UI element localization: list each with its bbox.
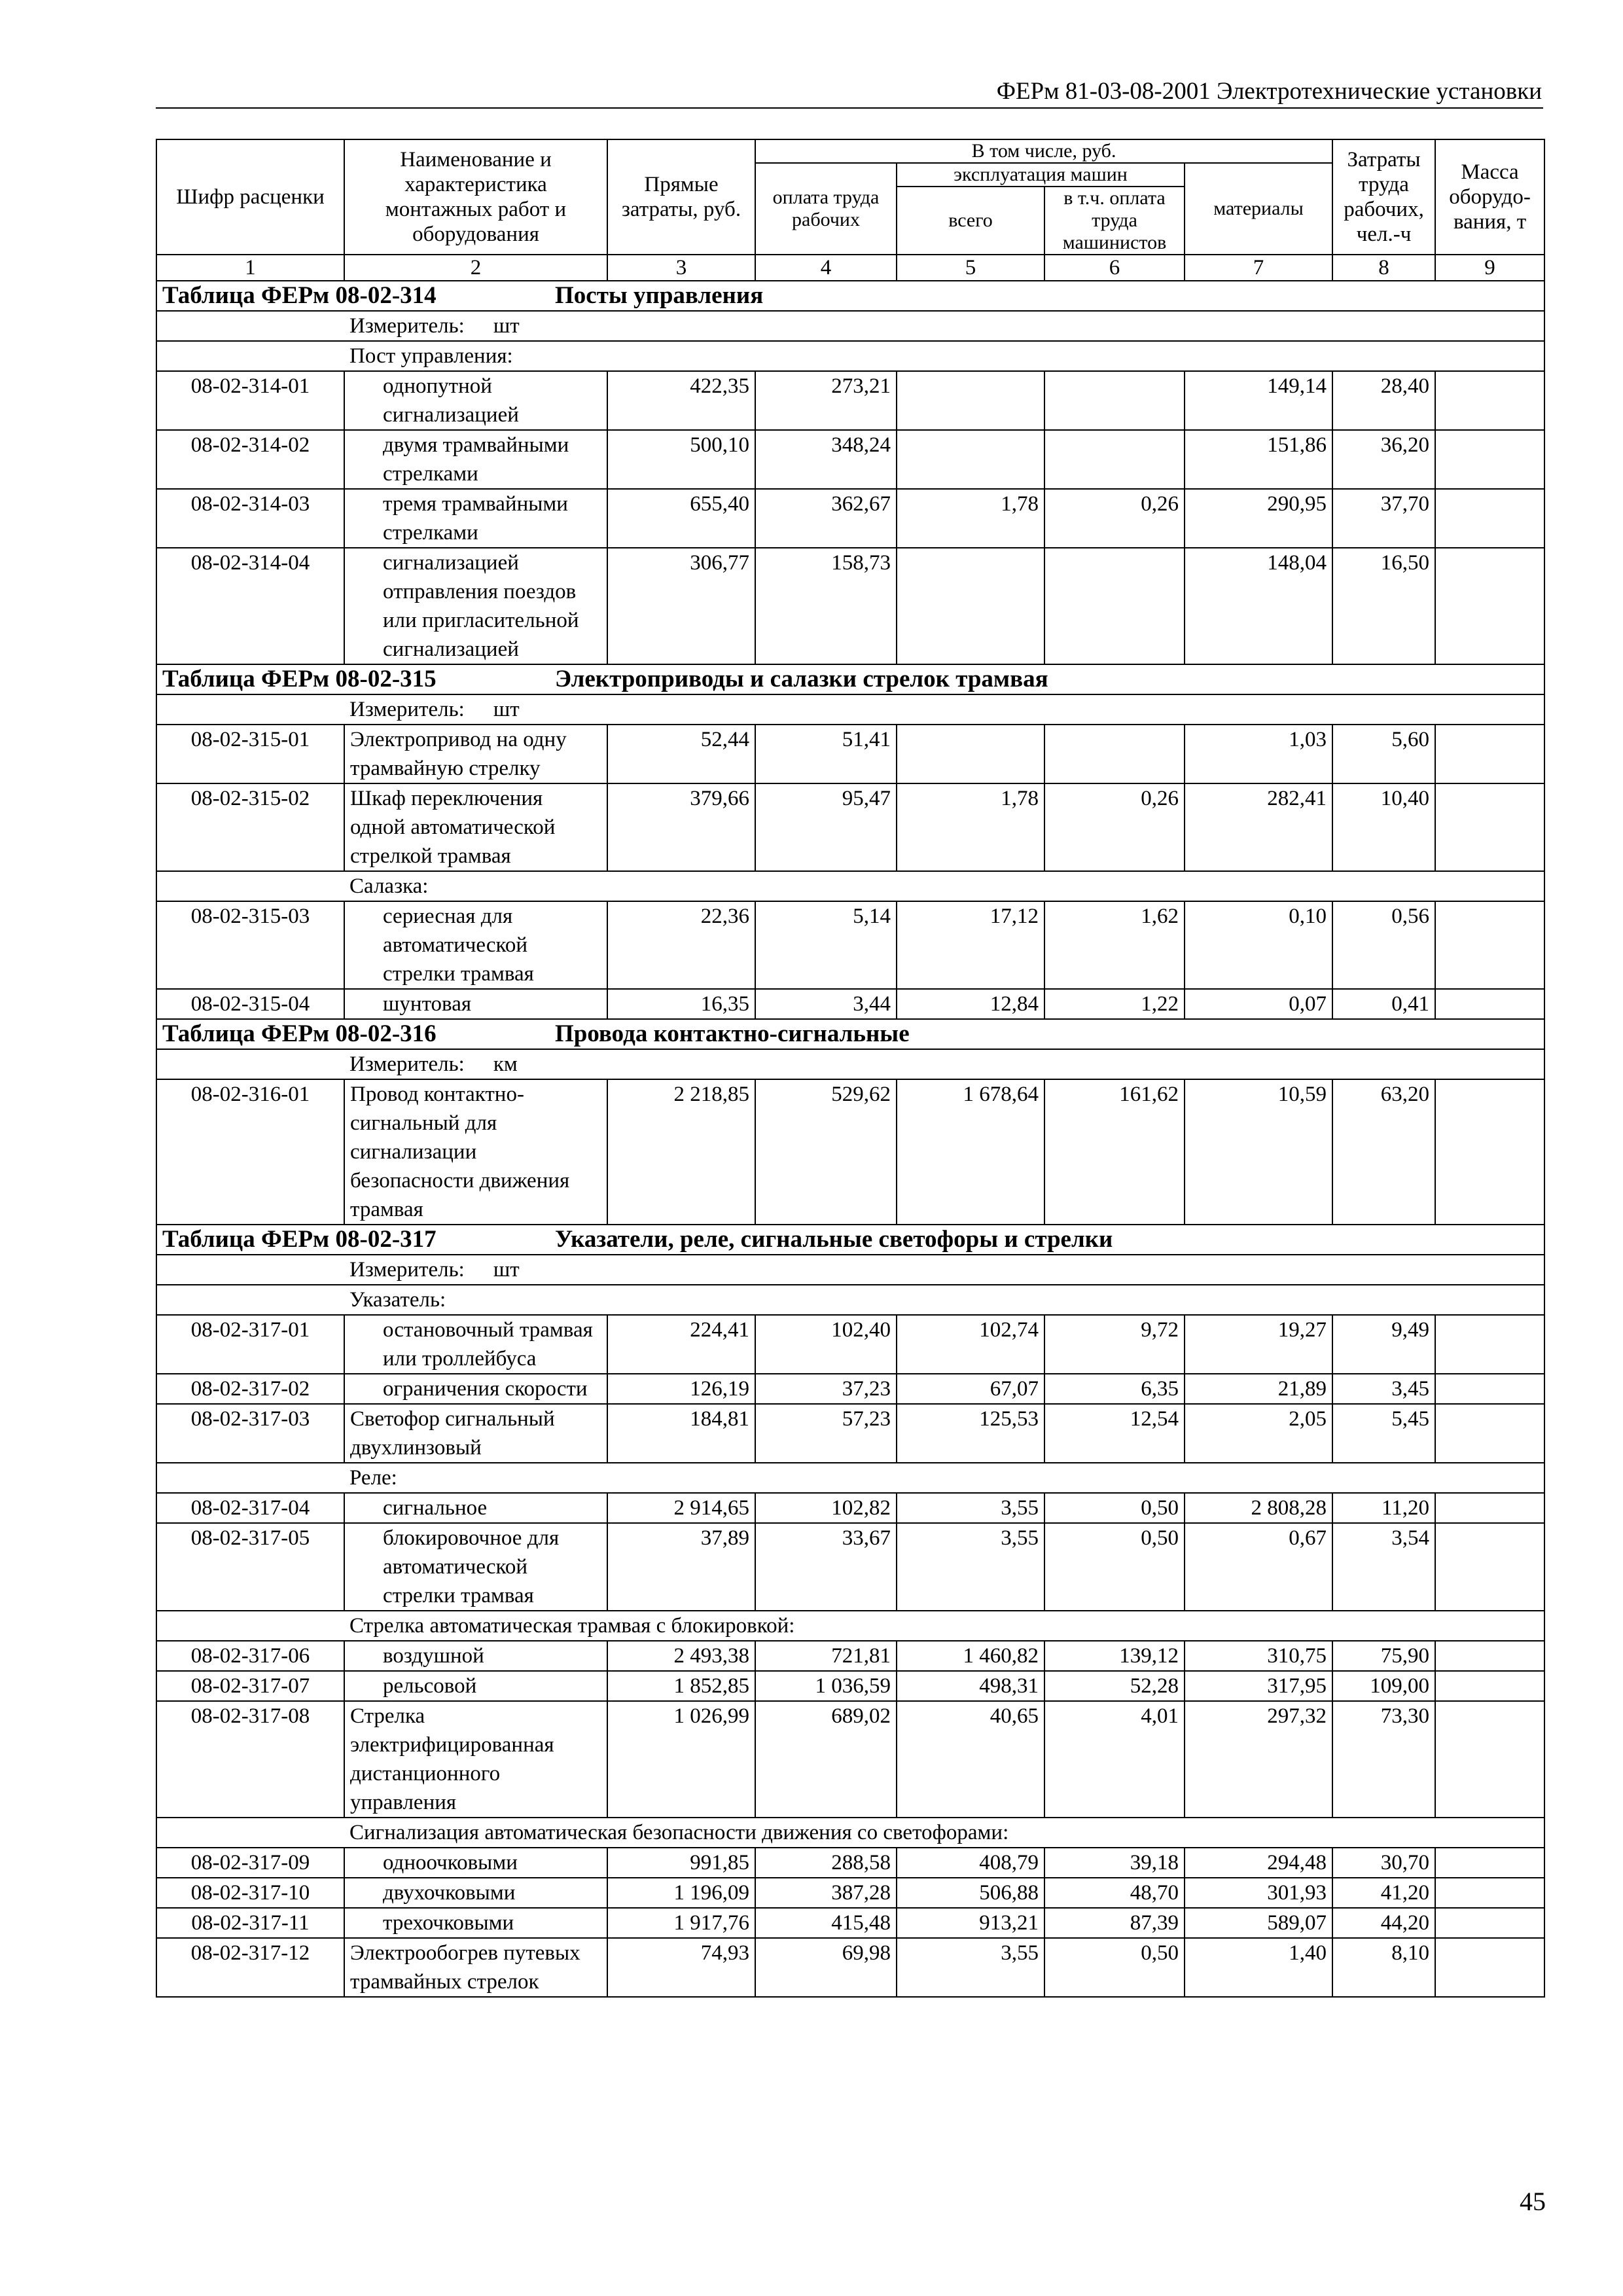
labor-pay: 721,81 <box>755 1641 897 1671</box>
labor-hours: 0,56 <box>1332 901 1435 989</box>
column-number: 2 <box>344 255 607 281</box>
materials-cost: 151,86 <box>1185 430 1332 489</box>
machines-total: 1 460,82 <box>897 1641 1044 1671</box>
direct-cost: 74,93 <box>607 1938 755 1997</box>
direct-cost: 1 196,09 <box>607 1878 755 1908</box>
machines-total: 67,07 <box>897 1374 1044 1404</box>
column-number: 5 <box>897 255 1044 281</box>
rate-row <box>156 1908 1544 1938</box>
direct-cost: 500,10 <box>607 430 755 489</box>
machine-operators-pay: 39,18 <box>1044 1848 1185 1878</box>
materials-cost: 2,05 <box>1185 1404 1332 1463</box>
direct-cost: 1 026,99 <box>607 1701 755 1818</box>
machine-operators-pay: 0,26 <box>1044 783 1185 871</box>
equipment-mass <box>1435 1701 1544 1818</box>
rate-name: сигнализацией отправления поездов или пригласительной сигнализацией <box>344 548 607 664</box>
direct-cost: 37,89 <box>607 1523 755 1611</box>
column-number: 8 <box>1332 255 1435 281</box>
labor-hours: 0,41 <box>1332 989 1435 1019</box>
labor-pay: 387,28 <box>755 1878 897 1908</box>
rate-code: 08-02-317-07 <box>156 1671 344 1701</box>
materials-cost: 19,27 <box>1185 1315 1332 1374</box>
rate-name: двумя трамвайными стрелками <box>344 430 607 489</box>
col-machines-total-header: всего <box>897 187 1044 255</box>
rate-name: Электрообогрев путевых трамвайных стрелок <box>344 1938 607 1997</box>
measure-row <box>156 1049 1544 1079</box>
rate-row <box>156 1079 1544 1225</box>
measure-label: Измеритель: <box>349 1258 465 1282</box>
labor-hours: 44,20 <box>1332 1908 1435 1938</box>
rate-name: сигнальное <box>344 1493 607 1523</box>
col-hours-header: Затраты труда рабочих, чел.-ч <box>1332 139 1435 255</box>
machines-total: 498,31 <box>897 1671 1044 1701</box>
machine-operators-pay <box>1044 548 1185 664</box>
section-name: Электроприводы и салазки стрелок трамвая <box>555 666 1048 692</box>
materials-cost: 290,95 <box>1185 489 1332 548</box>
rate-code: 08-02-317-06 <box>156 1641 344 1671</box>
direct-cost: 1 917,76 <box>607 1908 755 1938</box>
rate-code: 08-02-317-12 <box>156 1938 344 1997</box>
measure-row <box>156 1255 1544 1285</box>
column-number: 1 <box>156 255 344 281</box>
materials-cost: 282,41 <box>1185 783 1332 871</box>
col-mass-header: Масса оборудо-вания, т <box>1435 139 1544 255</box>
section-table-number: Таблица ФЕРм 08-02-314 <box>162 282 437 309</box>
labor-pay: 288,58 <box>755 1848 897 1878</box>
materials-cost: 148,04 <box>1185 548 1332 664</box>
machine-operators-pay: 87,39 <box>1044 1908 1185 1938</box>
column-number: 9 <box>1435 255 1544 281</box>
materials-cost: 0,07 <box>1185 989 1332 1019</box>
direct-cost: 224,41 <box>607 1315 755 1374</box>
col-labor-header: оплата труда рабочих <box>755 163 897 255</box>
labor-hours: 109,00 <box>1332 1671 1435 1701</box>
equipment-mass <box>1435 989 1544 1019</box>
machine-operators-pay: 12,54 <box>1044 1404 1185 1463</box>
col-operators-header: в т.ч. оплата труда машинистов <box>1044 187 1185 255</box>
rate-row <box>156 989 1544 1019</box>
rate-row <box>156 1878 1544 1908</box>
materials-cost: 294,48 <box>1185 1848 1332 1878</box>
direct-cost: 306,77 <box>607 548 755 664</box>
rate-name: воздушной <box>344 1641 607 1671</box>
labor-pay: 102,40 <box>755 1315 897 1374</box>
labor-pay: 95,47 <box>755 783 897 871</box>
group-label: Реле: <box>156 1463 1544 1493</box>
rate-code: 08-02-314-03 <box>156 489 344 548</box>
col-materials-header: материалы <box>1185 163 1332 255</box>
measure-label: Измеритель: <box>349 698 465 721</box>
machine-operators-pay: 52,28 <box>1044 1671 1185 1701</box>
equipment-mass <box>1435 1908 1544 1938</box>
measure-label: Измеритель: <box>349 1052 465 1076</box>
equipment-mass <box>1435 1641 1544 1671</box>
equipment-mass <box>1435 489 1544 548</box>
rate-code: 08-02-315-03 <box>156 901 344 989</box>
machine-operators-pay <box>1044 430 1185 489</box>
labor-hours: 37,70 <box>1332 489 1435 548</box>
direct-cost: 2 218,85 <box>607 1079 755 1225</box>
rate-code: 08-02-315-04 <box>156 989 344 1019</box>
labor-hours: 41,20 <box>1332 1878 1435 1908</box>
machine-operators-pay: 161,62 <box>1044 1079 1185 1225</box>
materials-cost: 1,03 <box>1185 725 1332 783</box>
rate-row <box>156 1493 1544 1523</box>
labor-hours: 5,60 <box>1332 725 1435 783</box>
rate-code: 08-02-317-09 <box>156 1848 344 1878</box>
rate-name: остановочный трамвая или троллейбуса <box>344 1315 607 1374</box>
rate-name: однопутной сигнализацией <box>344 371 607 430</box>
machine-operators-pay: 139,12 <box>1044 1641 1185 1671</box>
measure-unit: км <box>493 1052 518 1076</box>
col-machines-header: эксплуатация машин <box>897 163 1185 187</box>
rate-name: двухочковыми <box>344 1878 607 1908</box>
equipment-mass <box>1435 1848 1544 1878</box>
column-number: 4 <box>755 255 897 281</box>
labor-pay: 102,82 <box>755 1493 897 1523</box>
labor-pay: 5,14 <box>755 901 897 989</box>
machines-total <box>897 371 1044 430</box>
machine-operators-pay <box>1044 725 1185 783</box>
rate-row <box>156 430 1544 489</box>
materials-cost: 1,40 <box>1185 1938 1332 1997</box>
rate-row <box>156 1641 1544 1671</box>
direct-cost: 1 852,85 <box>607 1671 755 1701</box>
labor-hours: 75,90 <box>1332 1641 1435 1671</box>
rate-code: 08-02-316-01 <box>156 1079 344 1225</box>
measure-cell <box>156 1049 1544 1079</box>
equipment-mass <box>1435 1493 1544 1523</box>
labor-pay: 37,23 <box>755 1374 897 1404</box>
group-label-row <box>156 341 1544 371</box>
rate-code: 08-02-314-02 <box>156 430 344 489</box>
column-number: 7 <box>1185 255 1332 281</box>
rate-name: Провод контактно-сигнальный для сигнализации безопасности движения трамвая <box>344 1079 607 1225</box>
equipment-mass <box>1435 1315 1544 1374</box>
rate-name: ограничения скорости <box>344 1374 607 1404</box>
measure-cell <box>156 694 1544 725</box>
rate-name: Шкаф переключения одной автоматической стрелкой трамвая <box>344 783 607 871</box>
table-head <box>156 139 1544 281</box>
direct-cost: 126,19 <box>607 1374 755 1404</box>
table-body <box>156 281 1544 1997</box>
machines-total: 913,21 <box>897 1908 1044 1938</box>
rate-row <box>156 1404 1544 1463</box>
section-name: Посты управления <box>555 282 764 309</box>
labor-pay: 273,21 <box>755 371 897 430</box>
labor-pay: 529,62 <box>755 1079 897 1225</box>
section-title-row <box>156 1225 1544 1255</box>
section-title <box>156 281 1544 311</box>
section-title <box>156 664 1544 694</box>
equipment-mass <box>1435 430 1544 489</box>
machines-total: 1,78 <box>897 783 1044 871</box>
machines-total: 506,88 <box>897 1878 1044 1908</box>
direct-cost: 184,81 <box>607 1404 755 1463</box>
machines-total <box>897 725 1044 783</box>
section-title <box>156 1019 1544 1049</box>
rate-code: 08-02-317-11 <box>156 1908 344 1938</box>
rate-name: Стрелка электрифицированная дистанционного управления <box>344 1701 607 1818</box>
materials-cost: 149,14 <box>1185 371 1332 430</box>
direct-cost: 16,35 <box>607 989 755 1019</box>
machine-operators-pay: 0,50 <box>1044 1523 1185 1611</box>
section-title-row <box>156 664 1544 694</box>
rate-code: 08-02-314-04 <box>156 548 344 664</box>
machine-operators-pay: 6,35 <box>1044 1374 1185 1404</box>
direct-cost: 379,66 <box>607 783 755 871</box>
rate-code: 08-02-317-02 <box>156 1374 344 1404</box>
direct-cost: 991,85 <box>607 1848 755 1878</box>
machine-operators-pay: 9,72 <box>1044 1315 1185 1374</box>
rate-row <box>156 548 1544 664</box>
measure-row <box>156 311 1544 341</box>
col-name-header: Наименование и характеристика монтажных работ и оборудования <box>344 139 607 255</box>
equipment-mass <box>1435 783 1544 871</box>
rate-row <box>156 1701 1544 1818</box>
machine-operators-pay: 0,50 <box>1044 1938 1185 1997</box>
rate-name: сериесная для автоматической стрелки трамвая <box>344 901 607 989</box>
labor-hours: 3,54 <box>1332 1523 1435 1611</box>
equipment-mass <box>1435 1523 1544 1611</box>
rate-row <box>156 1523 1544 1611</box>
section-name: Указатели, реле, сигнальные светофоры и стрелки <box>555 1226 1113 1253</box>
direct-cost: 22,36 <box>607 901 755 989</box>
page-header <box>156 73 1543 109</box>
rate-row <box>156 1315 1544 1374</box>
direct-cost: 655,40 <box>607 489 755 548</box>
materials-cost: 589,07 <box>1185 1908 1332 1938</box>
machines-total <box>897 430 1044 489</box>
machines-total: 40,65 <box>897 1701 1044 1818</box>
labor-pay: 158,73 <box>755 548 897 664</box>
section-table-number: Таблица ФЕРм 08-02-315 <box>162 666 437 692</box>
group-label-row <box>156 1463 1544 1493</box>
equipment-mass <box>1435 1878 1544 1908</box>
machine-operators-pay: 4,01 <box>1044 1701 1185 1818</box>
machines-total <box>897 548 1044 664</box>
group-label-row <box>156 1818 1544 1848</box>
machines-total: 1,78 <box>897 489 1044 548</box>
materials-cost: 310,75 <box>1185 1641 1332 1671</box>
materials-cost: 2 808,28 <box>1185 1493 1332 1523</box>
rate-row <box>156 1374 1544 1404</box>
rate-code: 08-02-317-04 <box>156 1493 344 1523</box>
materials-cost: 301,93 <box>1185 1878 1332 1908</box>
rate-code: 08-02-315-01 <box>156 725 344 783</box>
rate-name: шунтовая <box>344 989 607 1019</box>
rate-name: рельсовой <box>344 1671 607 1701</box>
machines-total: 3,55 <box>897 1523 1044 1611</box>
machine-operators-pay: 1,22 <box>1044 989 1185 1019</box>
labor-pay: 348,24 <box>755 430 897 489</box>
materials-cost: 0,67 <box>1185 1523 1332 1611</box>
equipment-mass <box>1435 1938 1544 1997</box>
machine-operators-pay: 1,62 <box>1044 901 1185 989</box>
rate-name: Светофор сигнальный двухлинзовый <box>344 1404 607 1463</box>
labor-hours: 30,70 <box>1332 1848 1435 1878</box>
labor-hours: 9,49 <box>1332 1315 1435 1374</box>
labor-hours: 28,40 <box>1332 371 1435 430</box>
labor-hours: 10,40 <box>1332 783 1435 871</box>
rate-row <box>156 901 1544 989</box>
labor-hours: 11,20 <box>1332 1493 1435 1523</box>
labor-pay: 362,67 <box>755 489 897 548</box>
labor-hours: 3,45 <box>1332 1374 1435 1404</box>
labor-hours: 8,10 <box>1332 1938 1435 1997</box>
labor-pay: 689,02 <box>755 1701 897 1818</box>
column-numbers-row <box>156 255 1544 281</box>
machine-operators-pay <box>1044 371 1185 430</box>
equipment-mass <box>1435 1079 1544 1225</box>
group-label: Указатель: <box>156 1285 1544 1315</box>
group-label-row <box>156 1611 1544 1641</box>
rate-code: 08-02-314-01 <box>156 371 344 430</box>
rate-row <box>156 371 1544 430</box>
rate-row <box>156 1671 1544 1701</box>
rate-name: Электропривод на одну трамвайную стрелку <box>344 725 607 783</box>
machines-total: 3,55 <box>897 1493 1044 1523</box>
rate-name: трехочковыми <box>344 1908 607 1938</box>
labor-pay: 415,48 <box>755 1908 897 1938</box>
equipment-mass <box>1435 901 1544 989</box>
machines-total: 408,79 <box>897 1848 1044 1878</box>
machines-total: 3,55 <box>897 1938 1044 1997</box>
measure-unit: шт <box>493 314 520 338</box>
group-label: Пост управления: <box>156 341 1544 371</box>
direct-cost: 2 493,38 <box>607 1641 755 1671</box>
section-table-number: Таблица ФЕРм 08-02-316 <box>162 1020 437 1047</box>
labor-pay: 33,67 <box>755 1523 897 1611</box>
measure-unit: шт <box>493 698 520 721</box>
group-label-row <box>156 871 1544 901</box>
measure-unit: шт <box>493 1258 520 1282</box>
materials-cost: 297,32 <box>1185 1701 1332 1818</box>
rate-row <box>156 489 1544 548</box>
section-table-number: Таблица ФЕРм 08-02-317 <box>162 1226 437 1253</box>
machine-operators-pay: 48,70 <box>1044 1878 1185 1908</box>
rate-row <box>156 783 1544 871</box>
direct-cost: 422,35 <box>607 371 755 430</box>
machine-operators-pay: 0,50 <box>1044 1493 1185 1523</box>
section-title <box>156 1225 1544 1255</box>
machines-total: 17,12 <box>897 901 1044 989</box>
labor-pay: 57,23 <box>755 1404 897 1463</box>
labor-hours: 63,20 <box>1332 1079 1435 1225</box>
equipment-mass <box>1435 1374 1544 1404</box>
rate-code: 08-02-317-08 <box>156 1701 344 1818</box>
direct-cost: 2 914,65 <box>607 1493 755 1523</box>
materials-cost: 0,10 <box>1185 901 1332 989</box>
column-number: 3 <box>607 255 755 281</box>
group-label: Сигнализация автоматическая безопасности движения со светофорами: <box>156 1818 1544 1848</box>
group-label-row <box>156 1285 1544 1315</box>
materials-cost: 21,89 <box>1185 1374 1332 1404</box>
rate-row <box>156 725 1544 783</box>
measure-row <box>156 694 1544 725</box>
page-number: 45 <box>1520 2187 1546 2216</box>
labor-pay: 3,44 <box>755 989 897 1019</box>
measure-label: Измеритель: <box>349 314 465 338</box>
section-name: Провода контактно-сигнальные <box>555 1020 910 1047</box>
equipment-mass <box>1435 371 1544 430</box>
rate-name: блокировочное для автоматической стрелки трамвая <box>344 1523 607 1611</box>
labor-hours: 5,45 <box>1332 1404 1435 1463</box>
equipment-mass <box>1435 725 1544 783</box>
materials-cost: 317,95 <box>1185 1671 1332 1701</box>
equipment-mass <box>1435 1404 1544 1463</box>
equipment-mass <box>1435 548 1544 664</box>
machines-total: 102,74 <box>897 1315 1044 1374</box>
measure-cell <box>156 1255 1544 1285</box>
column-number: 6 <box>1044 255 1185 281</box>
group-label: Салазка: <box>156 871 1544 901</box>
rate-code: 08-02-315-02 <box>156 783 344 871</box>
header-title: ФЕРм 81-03-08-2001 Электротехнические установки <box>996 78 1542 105</box>
col-direct-header: Прямые затраты, руб. <box>607 139 755 255</box>
rate-code: 08-02-317-03 <box>156 1404 344 1463</box>
direct-cost: 52,44 <box>607 725 755 783</box>
rate-row <box>156 1848 1544 1878</box>
machines-total: 1 678,64 <box>897 1079 1044 1225</box>
rate-code: 08-02-317-10 <box>156 1878 344 1908</box>
machine-operators-pay: 0,26 <box>1044 489 1185 548</box>
materials-cost: 10,59 <box>1185 1079 1332 1225</box>
rate-name: одноочковыми <box>344 1848 607 1878</box>
equipment-mass <box>1435 1671 1544 1701</box>
section-title-row <box>156 281 1544 311</box>
machines-total: 125,53 <box>897 1404 1044 1463</box>
measure-cell <box>156 311 1544 341</box>
rate-row <box>156 1938 1544 1997</box>
labor-hours: 73,30 <box>1332 1701 1435 1818</box>
section-title-row <box>156 1019 1544 1049</box>
machines-total: 12,84 <box>897 989 1044 1019</box>
col-code-header: Шифр расценки <box>156 139 344 255</box>
labor-hours: 16,50 <box>1332 548 1435 664</box>
col-incl-header: В том числе, руб. <box>755 139 1332 163</box>
rate-code: 08-02-317-01 <box>156 1315 344 1374</box>
labor-pay: 1 036,59 <box>755 1671 897 1701</box>
rate-code: 08-02-317-05 <box>156 1523 344 1611</box>
group-label: Стрелка автоматическая трамвая с блокировкой: <box>156 1611 1544 1641</box>
labor-pay: 51,41 <box>755 725 897 783</box>
rate-name: тремя трамвайными стрелками <box>344 489 607 548</box>
rates-table <box>156 139 1545 1998</box>
labor-hours: 36,20 <box>1332 430 1435 489</box>
labor-pay: 69,98 <box>755 1938 897 1997</box>
